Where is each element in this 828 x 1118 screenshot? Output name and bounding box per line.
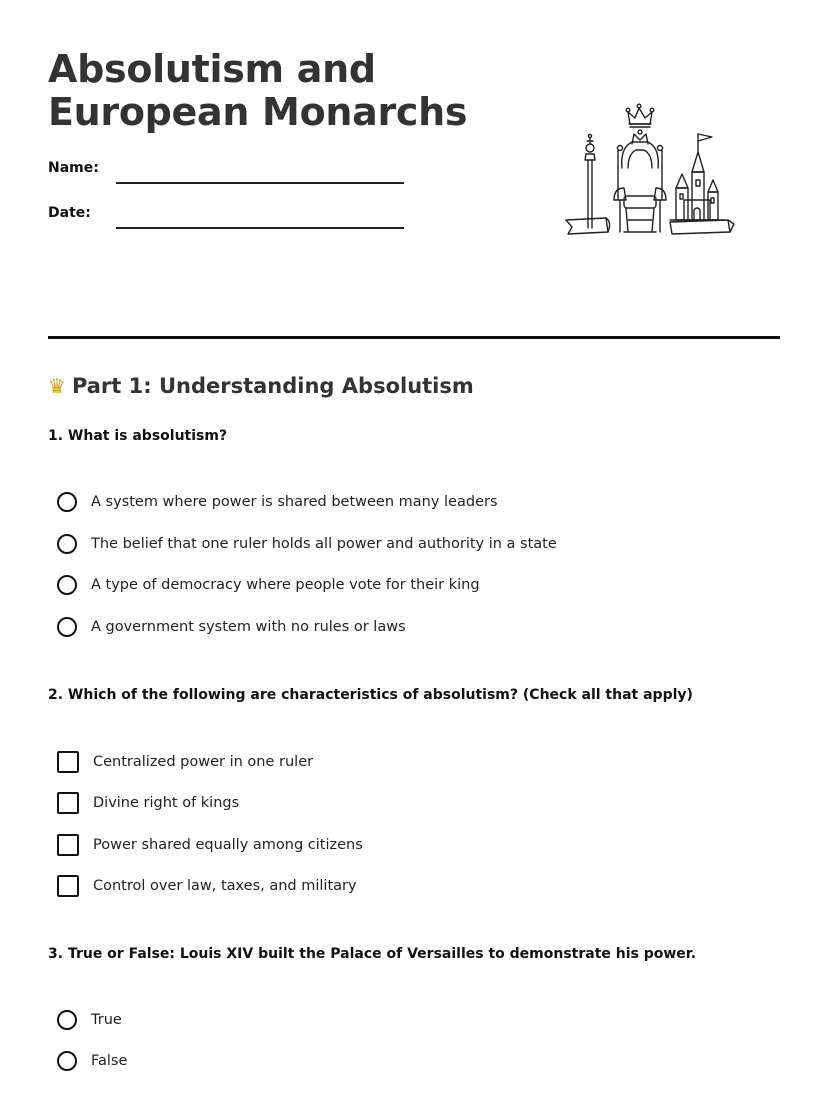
q2-option-d[interactable] bbox=[57, 875, 357, 897]
throne-icon bbox=[614, 130, 666, 232]
radio-button[interactable] bbox=[57, 1051, 77, 1071]
question-1: 1. What is absolutism? bbox=[48, 428, 228, 444]
date-label: Date: bbox=[48, 205, 91, 221]
section-title-text: Part 1: Understanding Absolutism bbox=[71, 374, 474, 398]
page-title bbox=[48, 48, 467, 134]
title-line-2: European Monarchs bbox=[48, 90, 468, 134]
date-field[interactable] bbox=[116, 205, 404, 229]
section-divider bbox=[48, 336, 780, 339]
checkbox[interactable] bbox=[57, 751, 79, 773]
option-label: True bbox=[91, 1012, 122, 1028]
throne-castle-crown-icon bbox=[558, 100, 738, 240]
radio-button[interactable] bbox=[57, 575, 77, 595]
checkbox[interactable] bbox=[57, 792, 79, 814]
q1-option-d[interactable] bbox=[57, 617, 406, 637]
q3-option-false[interactable] bbox=[57, 1051, 127, 1071]
option-label: A system where power is shared between many leaders bbox=[91, 494, 498, 510]
question-2: 2. Which of the following are characteristics of absolutism? (Check all that apply) bbox=[48, 687, 693, 703]
title-line-1: Absolutism and bbox=[48, 47, 376, 91]
section-heading bbox=[48, 374, 474, 398]
castle-icon bbox=[670, 134, 724, 220]
q2-option-b[interactable] bbox=[57, 792, 239, 814]
option-label: False bbox=[91, 1053, 128, 1069]
radio-button[interactable] bbox=[57, 1010, 77, 1030]
checkbox[interactable] bbox=[57, 875, 79, 897]
radio-button[interactable] bbox=[57, 534, 77, 554]
radio-button[interactable] bbox=[57, 617, 77, 637]
radio-button[interactable] bbox=[57, 492, 77, 512]
option-label: Divine right of kings bbox=[93, 795, 240, 811]
question-3: 3. True or False: Louis XIV built the Palace of Versailles to demonstrate his power. bbox=[48, 946, 697, 962]
checkbox[interactable] bbox=[57, 834, 79, 856]
q1-option-a[interactable] bbox=[57, 492, 498, 512]
name-field[interactable] bbox=[116, 160, 404, 184]
crown-icon: ♛ bbox=[48, 374, 66, 398]
q2-option-a[interactable] bbox=[57, 751, 313, 773]
scepter-icon bbox=[585, 134, 595, 228]
floating-crown-icon bbox=[626, 104, 654, 127]
option-label: Power shared equally among citizens bbox=[93, 837, 363, 853]
option-label: The belief that one ruler holds all power and authority in a state bbox=[91, 536, 557, 552]
option-label: A government system with no rules or laws bbox=[91, 619, 406, 635]
option-label: A type of democracy where people vote for their king bbox=[91, 577, 480, 593]
q1-option-b[interactable] bbox=[57, 534, 557, 554]
q1-option-c[interactable] bbox=[57, 575, 480, 595]
q2-option-c[interactable] bbox=[57, 834, 363, 856]
option-label: Centralized power in one ruler bbox=[93, 754, 314, 770]
q3-option-true[interactable] bbox=[57, 1010, 122, 1030]
option-label: Control over law, taxes, and military bbox=[93, 878, 357, 894]
name-label: Name: bbox=[48, 160, 99, 176]
